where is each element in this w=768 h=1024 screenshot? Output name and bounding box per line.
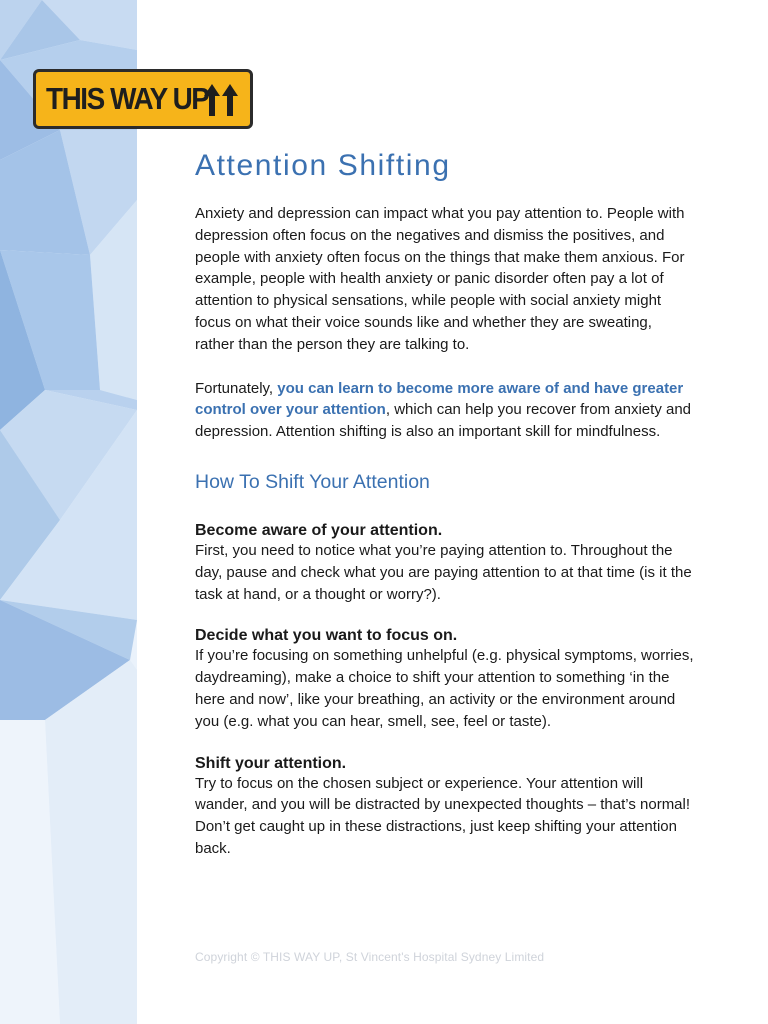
section-heading: How To Shift Your Attention	[195, 470, 430, 493]
step-body: Try to focus on the chosen subject or experience. Your attention will wander, and you will be distracted by unexpected thoughts – that’s normal! Don’t get caught up in these distractions, just keep shifting your attention back.	[195, 774, 691, 857]
step-title: Decide what you want to focus on.	[195, 627, 458, 645]
step-become-aware	[195, 522, 695, 605]
main-content	[195, 146, 695, 860]
step-shift-attention	[195, 755, 695, 860]
polygon-pattern	[0, 0, 137, 1024]
fortunately-paragraph	[195, 378, 695, 443]
page-title: Attention Shifting	[195, 149, 451, 182]
highlighted-text: you can learn to become more aware of and have greater control over your attention	[195, 379, 684, 419]
step-body: If you’re focusing on something unhelpful (e.g. physical symptoms, worries, daydreaming), make a choice to shift your attention to something ‘in the here and now’, like your breathing, an activity or the environment around you (e.g. what you can hear, smell, see, feel or taste).	[195, 647, 694, 730]
paragraph-prefix: Fortunately,	[195, 379, 278, 397]
logo-text: THIS WAY UP	[46, 81, 209, 116]
intro-paragraph: Anxiety and depression can impact what you pay attention to. People with depression often focus on the negatives and dismiss the positives, and people with anxiety often focus on the things that make them anxious. For example, people with health anxiety or panic disorder often pay a lot of attention to physical sensations, while people with social anxiety might focus on what their voice sounds like and whether they are sweating, rather than the person they are talking to.	[195, 205, 685, 353]
step-body: First, you need to notice what you’re paying attention to. Throughout the day, pause and check what you are paying attention to at that time (is it the task at hand, or a thought or worry?).	[195, 541, 692, 603]
copyright-notice: Copyright © THIS WAY UP, St Vincent's Hospital Sydney Limited	[195, 950, 545, 964]
this-way-up-logo	[33, 69, 253, 129]
step-decide-focus	[195, 627, 695, 732]
double-up-arrow-icon	[204, 84, 238, 121]
step-title: Shift your attention.	[195, 754, 347, 772]
paragraph-suffix: , which can help you recover from anxiety and depression. Attention shifting is also an important skill for mindfulness.	[195, 401, 692, 441]
step-title: Become aware of your attention.	[195, 521, 443, 539]
decorative-side-panel	[0, 0, 137, 1024]
